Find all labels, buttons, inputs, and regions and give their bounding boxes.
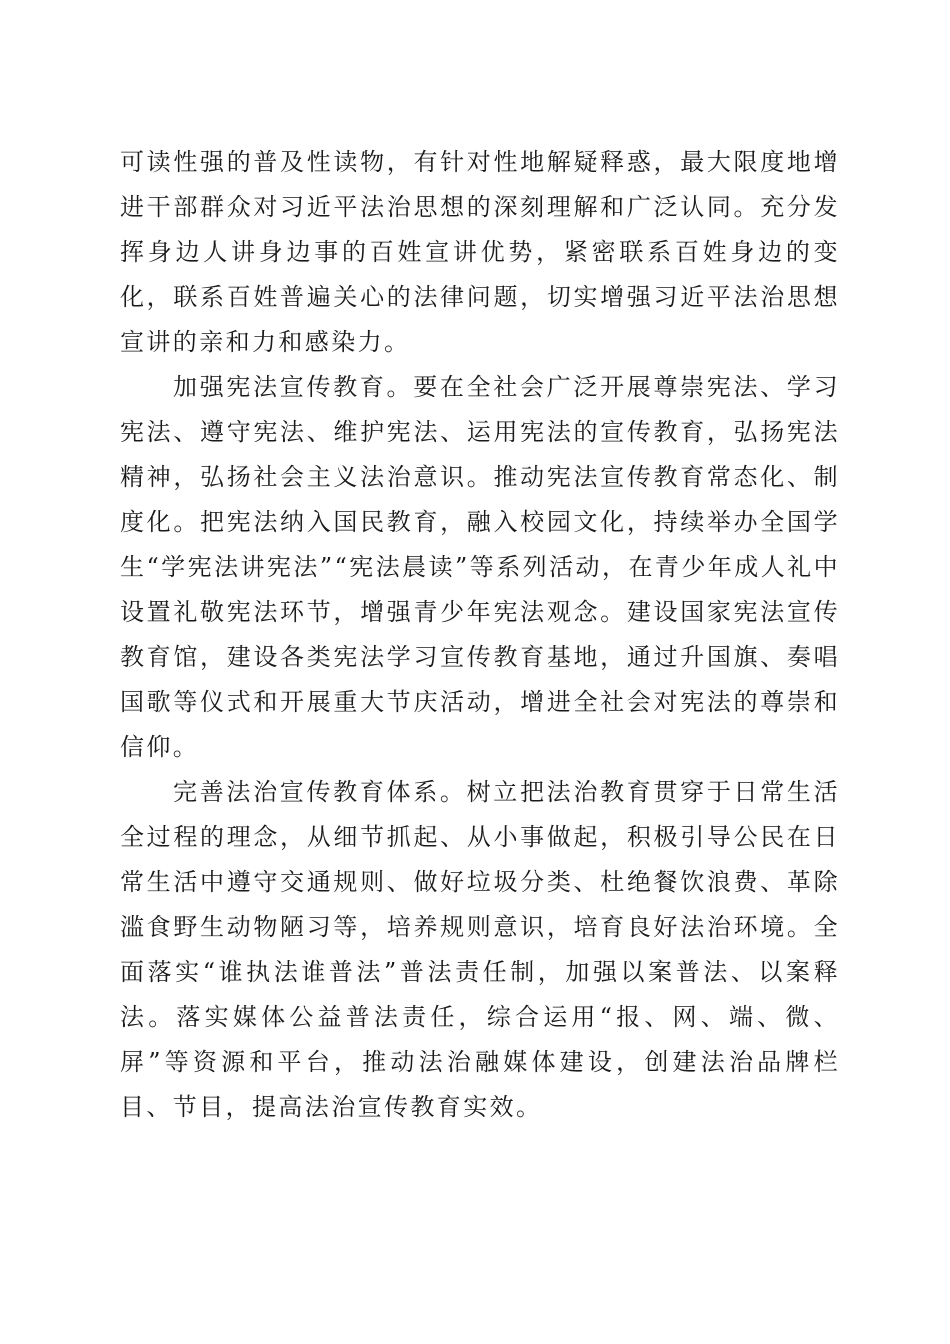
paragraph-constitution-education: 加强宪法宣传教育。要在全社会广泛开展尊崇宪法、学习宪法、遵守宪法、维护宪法、运用宪法的宣传教育，弘扬宪法精神，弘扬社会主义法治意识。推动宪法宣传教育常态化、制度化。把宪法纳入国民教育，融入校园文化，持续举办全国学生“学宪法讲宪法”“宪法晨读”等系列活动，在青少年成人礼中设置礼敬宪法环节，增强青少年宪法观念。建设国家宪法宣传教育馆，建设各类宪法学习宣传教育基地，通过升国旗、奏唱国歌等仪式和开展重大节庆活动，增进全社会对宪法的尊崇和信仰。 <box>120 373 840 761</box>
paragraph-continuation: 可读性强的普及性读物，有针对性地解疑释惑，最大限度地增进干部群众对习近平法治思想的深刻理解和广泛认同。充分发挥身边人讲身边事的百姓宣讲优势，紧密联系百姓身边的变化，联系百姓普遍关心的法律问题，切实增强习近平法治思想宣讲的亲和力和感染力。 <box>120 148 840 356</box>
document-body <box>120 140 840 1130</box>
paragraph-legal-education-system: 完善法治宣传教育体系。树立把法治教育贯穿于日常生活全过程的理念，从细节抓起、从小事做起，积极引导公民在日常生活中遵守交通规则、做好垃圾分类、杜绝餐饮浪费、革除滥食野生动物陋习等，培养规则意识，培育良好法治环境。全面落实“谁执法谁普法”普法责任制，加强以案普法、以案释法。落实媒体公益普法责任，综合运用“报、网、端、微、屏”等资源和平台，推动法治融媒体建设，创建法治品牌栏目、节目，提高法治宣传教育实效。 <box>120 778 840 1121</box>
